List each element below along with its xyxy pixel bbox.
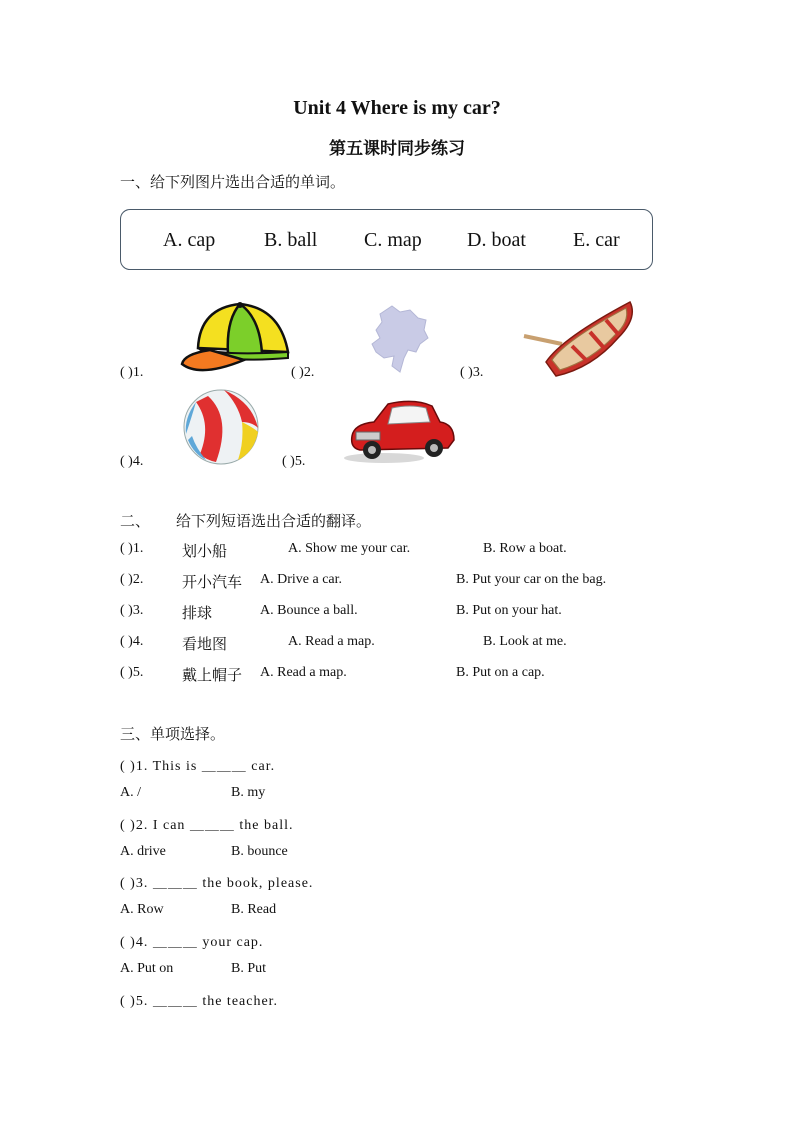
s3-question-5: ( )5. ＿＿＿ the teacher.: [120, 994, 279, 1009]
ball-image: [182, 388, 260, 466]
s3-question-4: ( )4. ＿＿＿ your cap.: [120, 935, 264, 950]
s2-item-5-option-a: A. Read a map.: [260, 665, 347, 680]
s3-question-1-option-b: B. my: [231, 785, 266, 800]
s2-item-5-option-b: B. Put on a cap.: [456, 665, 545, 680]
boat-image: [522, 298, 636, 380]
word-options-box: [120, 209, 653, 270]
s3-question-2: ( )2. I can ＿＿＿ the ball.: [120, 818, 294, 833]
s2-item-3-option-b: B. Put on your hat.: [456, 603, 562, 618]
s2-item-3-label: ( )3.: [120, 603, 144, 618]
option-e: E. car: [573, 229, 620, 251]
s2-item-2-chinese: 开小汽车: [182, 573, 243, 591]
s2-item-1-chinese: 划小船: [182, 542, 228, 560]
section1-heading: 一、给下列图片选出合适的单词。: [120, 173, 346, 191]
option-a: A. cap: [163, 229, 216, 251]
s2-item-5-chinese: 戴上帽子: [182, 666, 243, 684]
cap-image: [180, 300, 292, 378]
s3-question-2-option-b: B. bounce: [231, 844, 288, 859]
s2-item-1-option-b: B. Row a boat.: [483, 541, 567, 556]
s3-question-3: ( )3. ＿＿＿ the book, please.: [120, 876, 314, 891]
option-b: B. ball: [264, 229, 318, 251]
s2-item-2-label: ( )2.: [120, 572, 144, 587]
s3-question-2-option-a: A. drive: [120, 844, 166, 859]
s2-item-4-option-b: B. Look at me.: [483, 634, 567, 649]
s2-item-3-chinese: 排球: [182, 604, 213, 622]
s3-question-1: ( )1. This is ＿＿＿ car.: [120, 759, 276, 774]
s3-question-3-option-a: A. Row: [120, 902, 164, 917]
s2-item-2-option-b: B. Put your car on the bag.: [456, 572, 607, 587]
s3-question-4-option-a: A. Put on: [120, 961, 174, 976]
page-subtitle: 第五课时同步练习: [329, 139, 465, 159]
s2-item-4-label: ( )4.: [120, 634, 144, 649]
map-image: [370, 302, 430, 374]
s2-item-1-label: ( )1.: [120, 541, 144, 556]
section2-heading: 给下列短语选出合适的翻译。: [176, 512, 372, 530]
s3-question-1-option-a: A. /: [120, 785, 141, 800]
option-c: C. map: [364, 229, 422, 251]
s2-item-5-label: ( )5.: [120, 665, 144, 680]
picture-item-1-label: ( )1.: [120, 365, 144, 380]
section3-heading: 三、单项选择。: [120, 725, 226, 743]
s3-question-3-option-b: B. Read: [231, 902, 277, 917]
s2-item-4-option-a: A. Read a map.: [288, 634, 375, 649]
picture-item-3-label: ( )3.: [460, 365, 484, 380]
s3-question-4-option-b: B. Put: [231, 961, 267, 976]
car-image: [344, 396, 458, 464]
option-d: D. boat: [467, 229, 526, 251]
s2-item-4-chinese: 看地图: [182, 635, 228, 653]
picture-item-4-label: ( )4.: [120, 454, 144, 469]
s2-item-2-option-a: A. Drive a car.: [260, 572, 343, 587]
s2-item-1-option-a: A. Show me your car.: [288, 541, 411, 556]
picture-item-5-label: ( )5.: [282, 454, 306, 469]
s2-item-3-option-a: A. Bounce a ball.: [260, 603, 358, 618]
section2-heading-number: 二、: [120, 512, 151, 530]
page-title: Unit 4 Where is my car?: [293, 97, 501, 119]
picture-item-2-label: ( )2.: [291, 365, 315, 380]
